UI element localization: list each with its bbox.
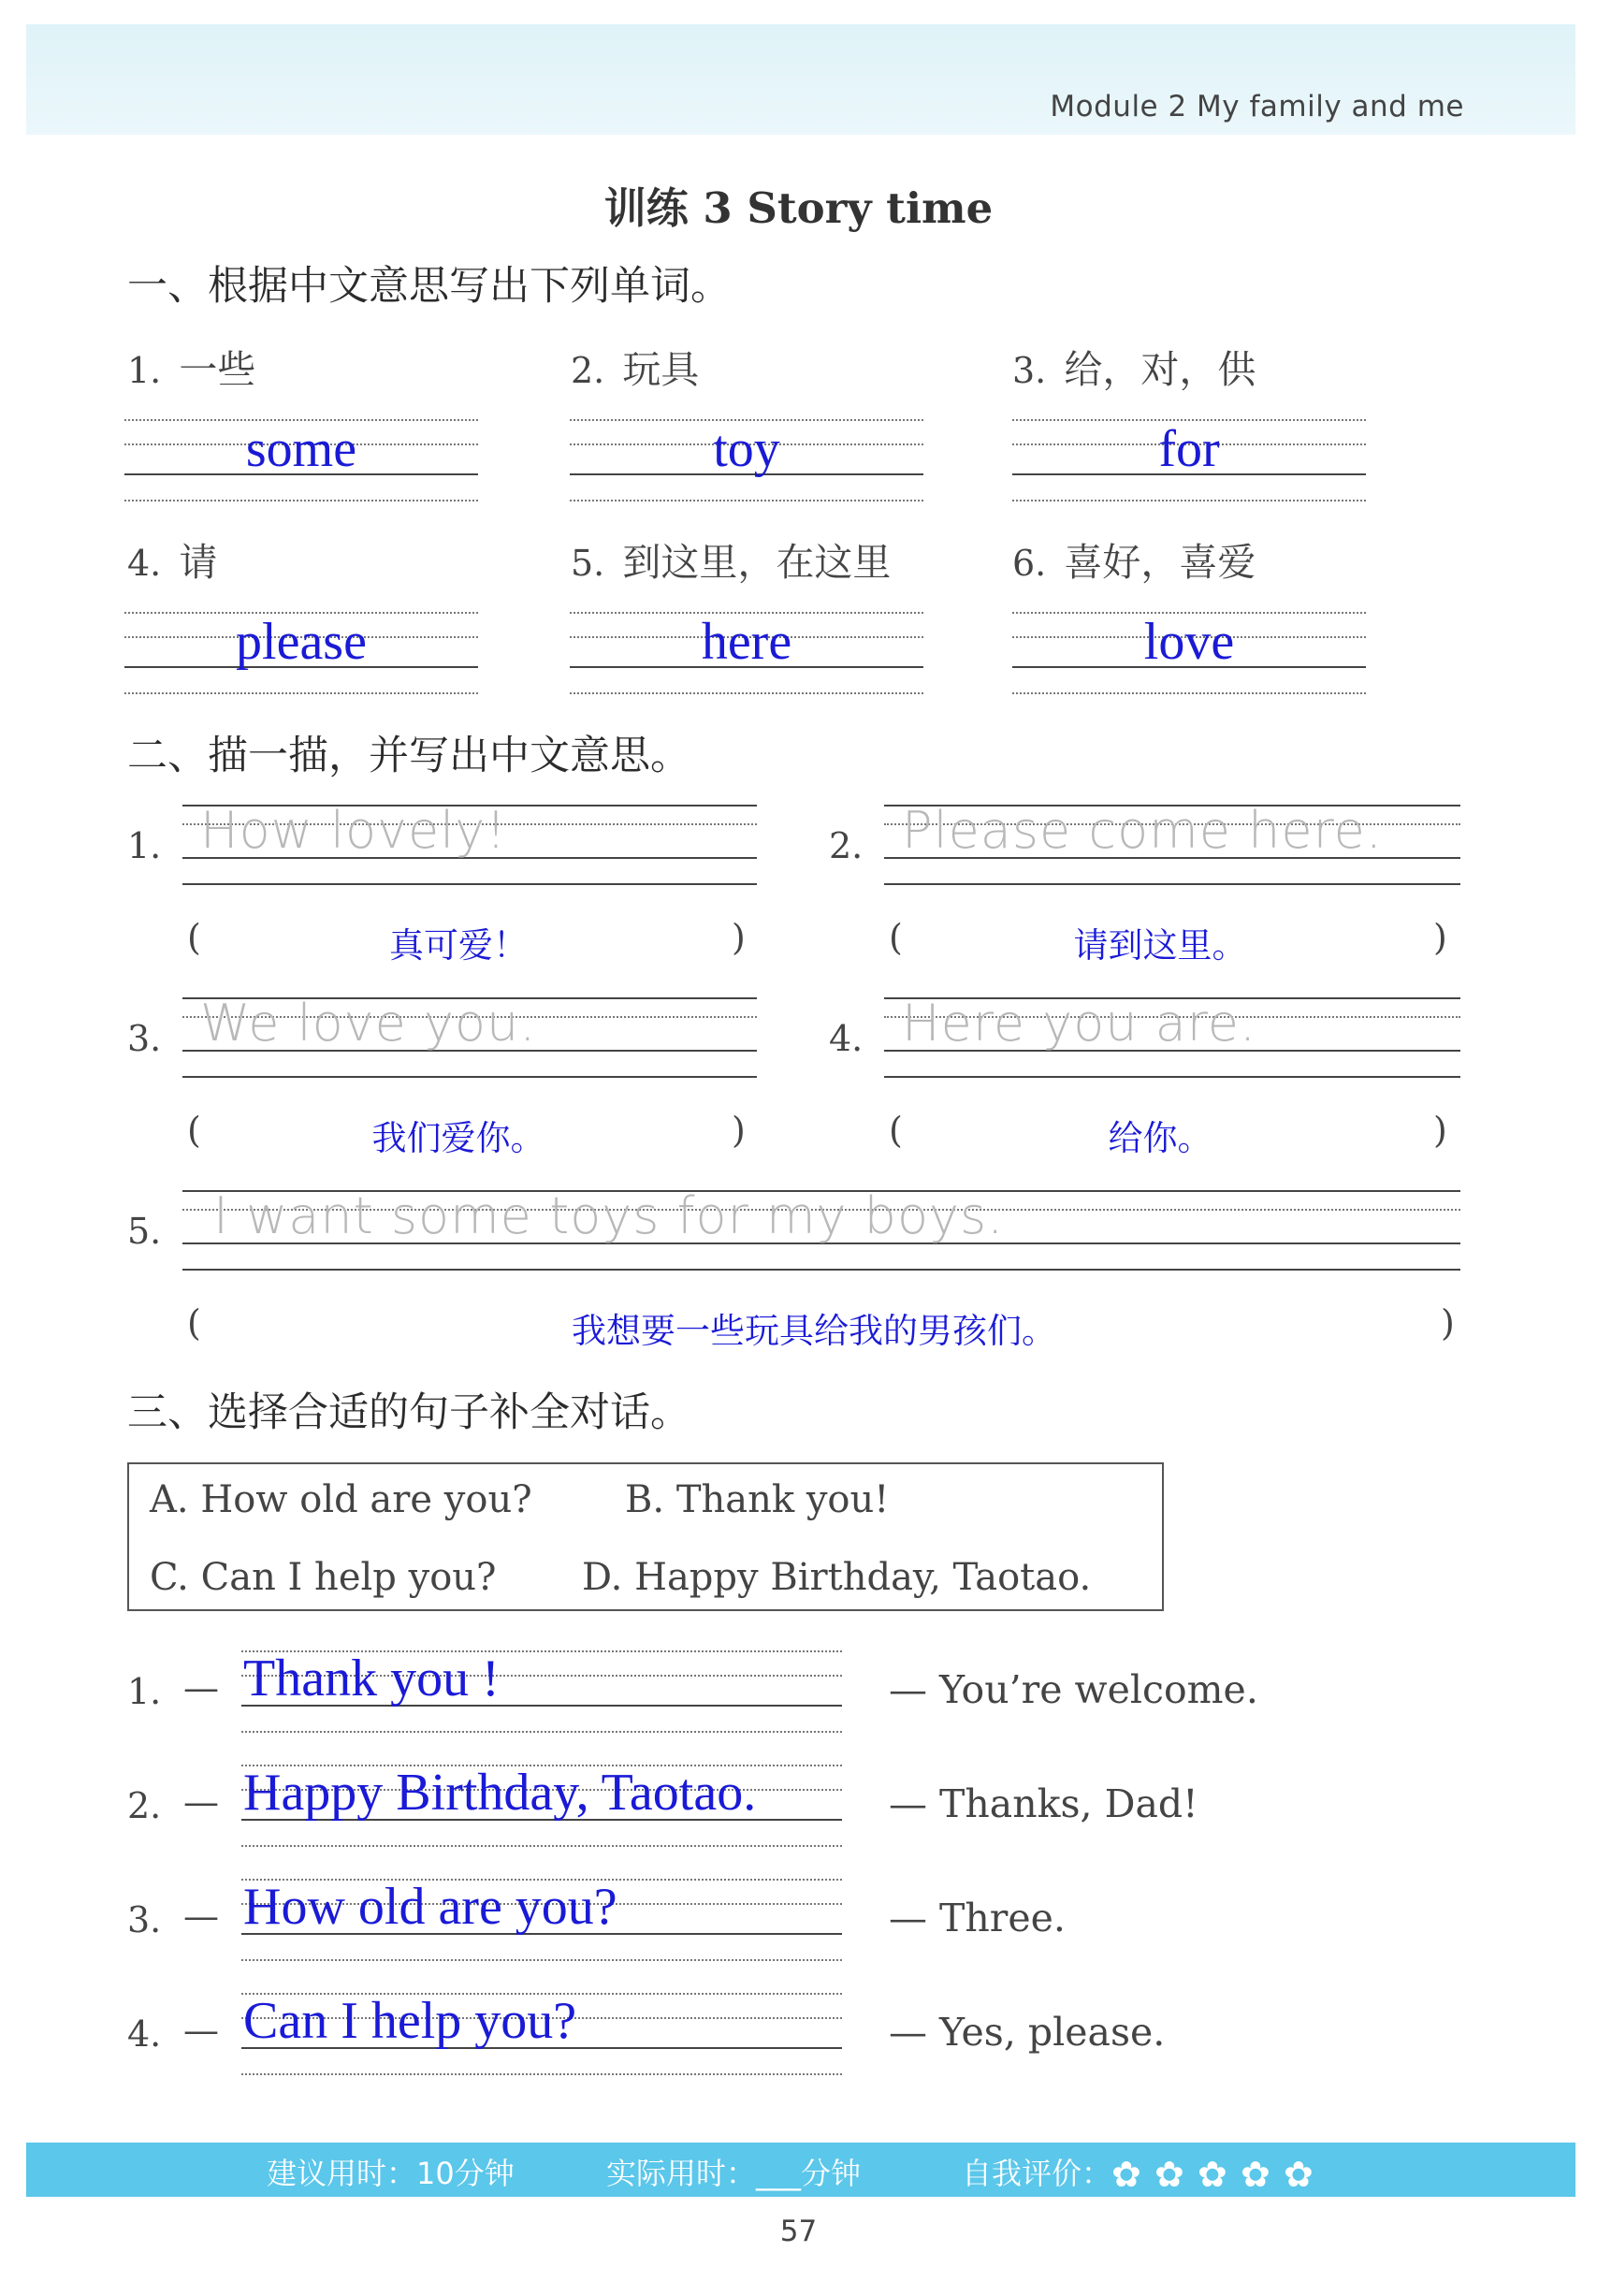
- guide-line: [570, 500, 923, 501]
- s3-dash-3: —: [183, 1896, 219, 1937]
- guide-line: [241, 1845, 842, 1847]
- s2-trace-1: How lovely!: [200, 801, 507, 860]
- s1-item-5-prompt: 5. 到这里，在这里: [571, 540, 892, 585]
- bottom-line: [884, 1076, 1460, 1078]
- bottom-line: [182, 883, 757, 885]
- flower-icon[interactable]: [1284, 2159, 1315, 2191]
- s3-num-2: 2.: [127, 1785, 162, 1826]
- paren-open: (: [187, 1110, 201, 1151]
- flower-icon[interactable]: [1241, 2159, 1272, 2191]
- s1-answer-4[interactable]: please: [236, 613, 367, 671]
- s3-dash-1: —: [183, 1667, 219, 1708]
- paren-close: ): [1441, 1302, 1455, 1344]
- s3-answer-1[interactable]: Thank you !: [243, 1649, 500, 1707]
- guide-line: [124, 692, 478, 694]
- s2-trace-3: We love you.: [200, 994, 537, 1053]
- s3-num-1: 1.: [127, 1671, 162, 1712]
- s3-reply-3: — Three.: [889, 1896, 1066, 1940]
- s3-answer-4[interactable]: Can I help you?: [243, 1992, 577, 2050]
- suggested-time: 建议用时：10分钟: [267, 2156, 515, 2191]
- s3-reply-1: — You’re welcome.: [889, 1667, 1258, 1712]
- guide-line: [124, 500, 478, 501]
- s1-answer-3[interactable]: for: [1158, 420, 1220, 478]
- actual-time: 实际用时：___分钟: [606, 2156, 862, 2191]
- section2-heading: 二、描一描，并写出中文意思。: [127, 733, 690, 779]
- guide-line: [241, 1731, 842, 1733]
- s1-answer-1[interactable]: some: [245, 420, 357, 478]
- paren-open: (: [889, 1110, 903, 1151]
- s3-reply-2: — Thanks, Dad!: [889, 1781, 1198, 1826]
- flower-icon[interactable]: [1198, 2159, 1229, 2191]
- guide-line: [1012, 692, 1366, 694]
- s2-trace-4: Here you are.: [902, 994, 1257, 1053]
- flower-icon[interactable]: [1111, 2159, 1143, 2191]
- flower-icon[interactable]: [1154, 2159, 1186, 2191]
- paren-open: (: [187, 1302, 201, 1344]
- s1-item-4-prompt: 4. 请: [127, 540, 218, 585]
- self-evaluation: [962, 2150, 1327, 2193]
- s2-answer-2[interactable]: 请到这里。: [1073, 925, 1247, 966]
- guide-line: [241, 1959, 842, 1961]
- s3-answer-3[interactable]: How old are you?: [243, 1878, 617, 1936]
- s3-dash-4: —: [183, 2010, 219, 2051]
- s1-answer-5[interactable]: here: [701, 613, 792, 671]
- s1-answer-2[interactable]: toy: [713, 420, 780, 478]
- guide-line: [1012, 500, 1366, 501]
- choice-d: D. Happy Birthday, Taotao.: [582, 1556, 1092, 1599]
- s1-item-6-prompt: 6. 喜好，喜爱: [1012, 540, 1256, 585]
- s3-num-4: 4.: [127, 2013, 162, 2055]
- guide-line: [570, 692, 923, 694]
- s2-num-2: 2.: [829, 825, 864, 866]
- paren-close: ): [1433, 917, 1447, 958]
- choice-a: A. How old are you?: [150, 1478, 532, 1521]
- s2-num-1: 1.: [127, 825, 162, 866]
- s2-num-3: 3.: [127, 1018, 162, 1059]
- s3-num-3: 3.: [127, 1899, 162, 1940]
- paren-close: ): [1433, 1110, 1447, 1151]
- self-evaluation-label: 自我评价：: [962, 2156, 1112, 2191]
- s2-answer-3[interactable]: 我们爱你。: [371, 1118, 545, 1158]
- paren-close: ): [732, 917, 746, 958]
- s1-item-1-prompt: 1. 一些: [127, 347, 256, 392]
- choice-b: B. Thank you!: [625, 1478, 890, 1521]
- s3-dash-2: —: [183, 1781, 219, 1823]
- bottom-line: [884, 883, 1460, 885]
- s2-answer-5[interactable]: 我想要一些玩具给我的男孩们。: [572, 1311, 1056, 1351]
- s2-trace-5: I want some toys for my boys.: [213, 1186, 1005, 1245]
- paren-open: (: [187, 917, 201, 958]
- choice-c: C. Can I help you?: [150, 1556, 497, 1599]
- bottom-line: [182, 1076, 757, 1078]
- s1-item-3-prompt: 3. 给，对，供: [1012, 347, 1256, 392]
- page-title: 训练 3 Story time: [603, 183, 994, 233]
- section1-heading: 一、根据中文意思写出下列单词。: [127, 263, 731, 310]
- guide-line: [241, 2073, 842, 2075]
- s2-num-5: 5.: [127, 1211, 162, 1252]
- s2-answer-1[interactable]: 真可爱！: [389, 925, 528, 966]
- s3-answer-2[interactable]: Happy Birthday, Taotao.: [243, 1764, 757, 1822]
- s1-item-2-prompt: 2. 玩具: [571, 347, 700, 392]
- bottom-line: [182, 1269, 1460, 1271]
- paren-open: (: [889, 917, 903, 958]
- paren-close: ): [732, 1110, 746, 1151]
- page-number: 57: [779, 2215, 818, 2248]
- s1-answer-6[interactable]: love: [1143, 613, 1235, 671]
- running-title: Module 2 My family and me: [1050, 90, 1464, 124]
- s3-reply-4: — Yes, please.: [889, 2010, 1166, 2055]
- rating-flowers[interactable]: [1111, 2156, 1327, 2191]
- section3-heading: 三、选择合适的句子补全对话。: [127, 1389, 690, 1436]
- s2-num-4: 4.: [829, 1018, 864, 1059]
- s2-answer-4[interactable]: 给你。: [1108, 1118, 1212, 1158]
- s2-trace-2: Please come here.: [902, 801, 1383, 860]
